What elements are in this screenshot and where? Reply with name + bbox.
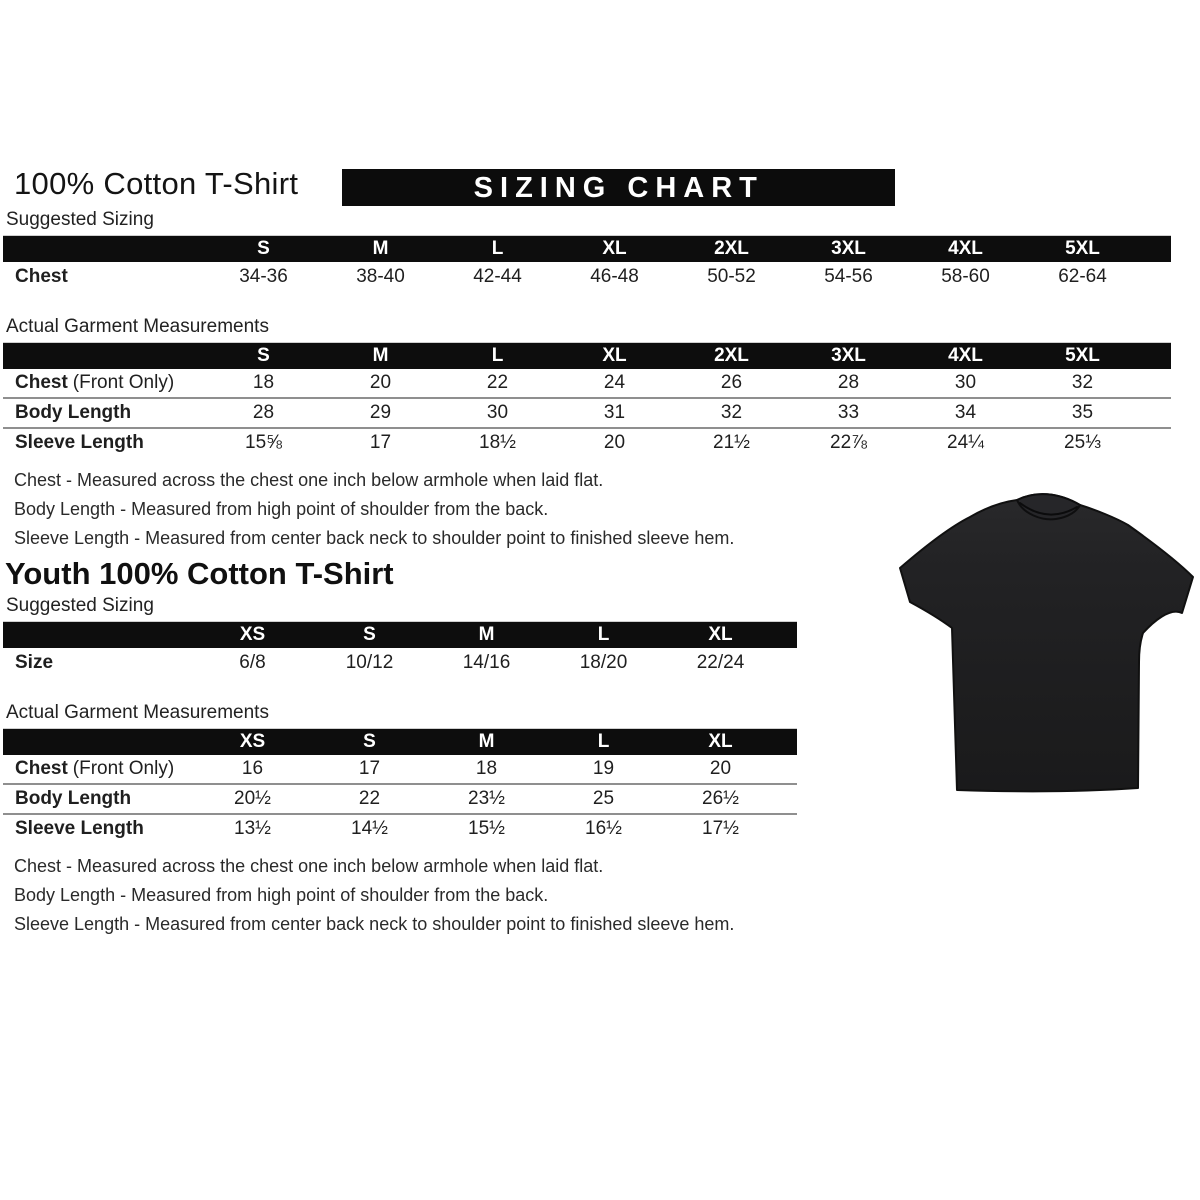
youth-actual-measurements-table bbox=[3, 728, 797, 843]
adult-actual-measurements-label: Actual Garment Measurements bbox=[6, 316, 269, 337]
size-column-header: 5XL bbox=[1024, 236, 1141, 263]
youth-measurement-notes bbox=[14, 856, 1200, 934]
youth-suggested-sizing-table bbox=[3, 621, 797, 678]
size-column-header: 5XL bbox=[1024, 343, 1141, 370]
cell: 22/24 bbox=[696, 652, 745, 673]
size-column-header: S bbox=[205, 236, 322, 263]
size-column-header: XL bbox=[556, 343, 673, 370]
table-row bbox=[3, 784, 797, 814]
size-column-header: XL bbox=[556, 236, 673, 263]
cell: 17 bbox=[322, 428, 439, 457]
adult-suggested-sizing-table bbox=[3, 235, 1171, 292]
pad-cell bbox=[779, 784, 797, 814]
cell: 15⅝ bbox=[205, 428, 322, 457]
cell: 33 bbox=[790, 398, 907, 428]
cell: 22 bbox=[486, 372, 509, 393]
header-pad-cell bbox=[1141, 343, 1171, 370]
cell: 50-52 bbox=[707, 266, 756, 287]
cell: 20½ bbox=[194, 784, 311, 814]
note-chest: Chest - Measured across the chest one inch below armhole when laid flat. bbox=[14, 856, 604, 876]
table-row bbox=[3, 428, 1171, 457]
note-sleeve-length: Sleeve Length - Measured from center back neck to shoulder point to finished sleeve hem. bbox=[14, 914, 735, 934]
cell: 17½ bbox=[662, 814, 779, 843]
size-column-header: S bbox=[311, 622, 428, 649]
size-column-header: L bbox=[545, 729, 662, 756]
size-column-header: 4XL bbox=[907, 236, 1024, 263]
tshirt-body bbox=[900, 494, 1193, 791]
cell: 25⅓ bbox=[1024, 428, 1141, 457]
cell: 54-56 bbox=[824, 266, 873, 287]
size-column-header: S bbox=[311, 729, 428, 756]
row-label bbox=[3, 755, 194, 784]
corner-cell bbox=[3, 236, 205, 263]
size-column-header: M bbox=[428, 622, 545, 649]
cell: 17 bbox=[358, 758, 381, 779]
cell: 62-64 bbox=[1058, 266, 1107, 287]
pad-cell bbox=[779, 755, 797, 784]
size-column-header: M bbox=[428, 729, 545, 756]
cell: 24¼ bbox=[907, 428, 1024, 457]
pad-cell bbox=[779, 814, 797, 843]
cell: 58-60 bbox=[941, 266, 990, 287]
table-row bbox=[3, 369, 1171, 398]
note-chest: Chest - Measured across the chest one inch below armhole when laid flat. bbox=[14, 470, 604, 490]
cell: 25 bbox=[545, 784, 662, 814]
row-label: Sleeve Length bbox=[3, 428, 205, 457]
cell: 32 bbox=[673, 398, 790, 428]
size-column-header: 4XL bbox=[907, 343, 1024, 370]
adult-suggested-sizing-label: Suggested Sizing bbox=[6, 209, 154, 230]
table-row bbox=[3, 262, 1171, 292]
cell: 14/16 bbox=[462, 652, 511, 673]
cell: 20 bbox=[556, 428, 673, 457]
cell: 32 bbox=[1071, 372, 1094, 393]
cell: 10/12 bbox=[345, 652, 394, 673]
table-row bbox=[3, 648, 797, 678]
cell: 14½ bbox=[311, 814, 428, 843]
pad-cell bbox=[779, 648, 797, 678]
cell: 18/20 bbox=[579, 652, 628, 673]
size-column-header: M bbox=[322, 236, 439, 263]
header-pad-cell bbox=[1141, 236, 1171, 263]
cell: 18 bbox=[475, 758, 498, 779]
cell: 22⅞ bbox=[790, 428, 907, 457]
cell: 19 bbox=[592, 758, 615, 779]
size-column-header: S bbox=[205, 343, 322, 370]
row-label: Chest bbox=[15, 266, 68, 287]
cell: 18½ bbox=[439, 428, 556, 457]
cell: 29 bbox=[322, 398, 439, 428]
page-title: 100% Cotton T-Shirt bbox=[14, 166, 299, 201]
cell: 34 bbox=[907, 398, 1024, 428]
size-header-row bbox=[3, 622, 797, 649]
size-column-header: L bbox=[439, 343, 556, 370]
cell: 26½ bbox=[662, 784, 779, 814]
cell: 20 bbox=[709, 758, 732, 779]
corner-cell bbox=[3, 343, 205, 370]
youth-section-title: Youth 100% Cotton T-Shirt bbox=[5, 556, 394, 591]
size-column-header: 3XL bbox=[790, 343, 907, 370]
size-column-header: L bbox=[439, 236, 556, 263]
cell: 16½ bbox=[545, 814, 662, 843]
adult-actual-measurements-table bbox=[3, 342, 1171, 457]
cell: 20 bbox=[369, 372, 392, 393]
header-pad-cell bbox=[779, 729, 797, 756]
size-column-header: M bbox=[322, 343, 439, 370]
cell: 21½ bbox=[673, 428, 790, 457]
row-label-main: Chest bbox=[15, 758, 68, 779]
cell: 46-48 bbox=[590, 266, 639, 287]
cell: 22 bbox=[311, 784, 428, 814]
cell: 23½ bbox=[428, 784, 545, 814]
note-sleeve-length: Sleeve Length - Measured from center back neck to shoulder point to finished sleeve hem. bbox=[14, 528, 735, 548]
cell: 31 bbox=[556, 398, 673, 428]
size-column-header: 3XL bbox=[790, 236, 907, 263]
table-row bbox=[3, 814, 797, 843]
cell: 18 bbox=[252, 372, 275, 393]
black-tshirt-image bbox=[890, 476, 1200, 808]
row-label: Size bbox=[15, 652, 54, 673]
youth-suggested-sizing-label: Suggested Sizing bbox=[6, 595, 154, 616]
cell: 24 bbox=[603, 372, 626, 393]
cell: 28 bbox=[837, 372, 860, 393]
row-label-suffix: (Front Only) bbox=[72, 758, 175, 779]
row-label bbox=[3, 369, 205, 398]
corner-cell bbox=[3, 729, 194, 756]
cell: 34-36 bbox=[239, 266, 288, 287]
size-column-header: XS bbox=[194, 729, 311, 756]
cell: 6/8 bbox=[239, 652, 266, 673]
cell: 30 bbox=[954, 372, 977, 393]
size-column-header: L bbox=[545, 622, 662, 649]
size-column-header: XL bbox=[662, 729, 779, 756]
cell: 13½ bbox=[194, 814, 311, 843]
pad-cell bbox=[1141, 262, 1171, 292]
row-label: Body Length bbox=[3, 784, 194, 814]
size-column-header: XS bbox=[194, 622, 311, 649]
cell: 38-40 bbox=[356, 266, 405, 287]
youth-actual-measurements-label: Actual Garment Measurements bbox=[6, 702, 269, 723]
pad-cell bbox=[1141, 428, 1171, 457]
row-label: Sleeve Length bbox=[3, 814, 194, 843]
row-label-main: Chest bbox=[15, 372, 68, 393]
size-header-row bbox=[3, 729, 797, 756]
note-body-length: Body Length - Measured from high point of shoulder from the back. bbox=[14, 499, 549, 519]
cell: 28 bbox=[205, 398, 322, 428]
table-row bbox=[3, 398, 1171, 428]
row-label-suffix: (Front Only) bbox=[72, 372, 175, 393]
size-column-header: XL bbox=[662, 622, 779, 649]
row-label: Body Length bbox=[3, 398, 205, 428]
size-header-row bbox=[3, 343, 1171, 370]
sizing-chart-banner: SIZING CHART bbox=[342, 169, 895, 206]
cell: 26 bbox=[720, 372, 743, 393]
size-header-row bbox=[3, 236, 1171, 263]
header-pad-cell bbox=[779, 622, 797, 649]
size-column-header: 2XL bbox=[673, 343, 790, 370]
cell: 16 bbox=[241, 758, 264, 779]
cell: 15½ bbox=[428, 814, 545, 843]
pad-cell bbox=[1141, 369, 1171, 398]
corner-cell bbox=[3, 622, 194, 649]
pad-cell bbox=[1141, 398, 1171, 428]
cell: 42-44 bbox=[473, 266, 522, 287]
note-body-length: Body Length - Measured from high point of shoulder from the back. bbox=[14, 885, 549, 905]
header-row bbox=[0, 165, 1200, 206]
cell: 35 bbox=[1024, 398, 1141, 428]
table-row bbox=[3, 755, 797, 784]
cell: 30 bbox=[439, 398, 556, 428]
size-column-header: 2XL bbox=[673, 236, 790, 263]
